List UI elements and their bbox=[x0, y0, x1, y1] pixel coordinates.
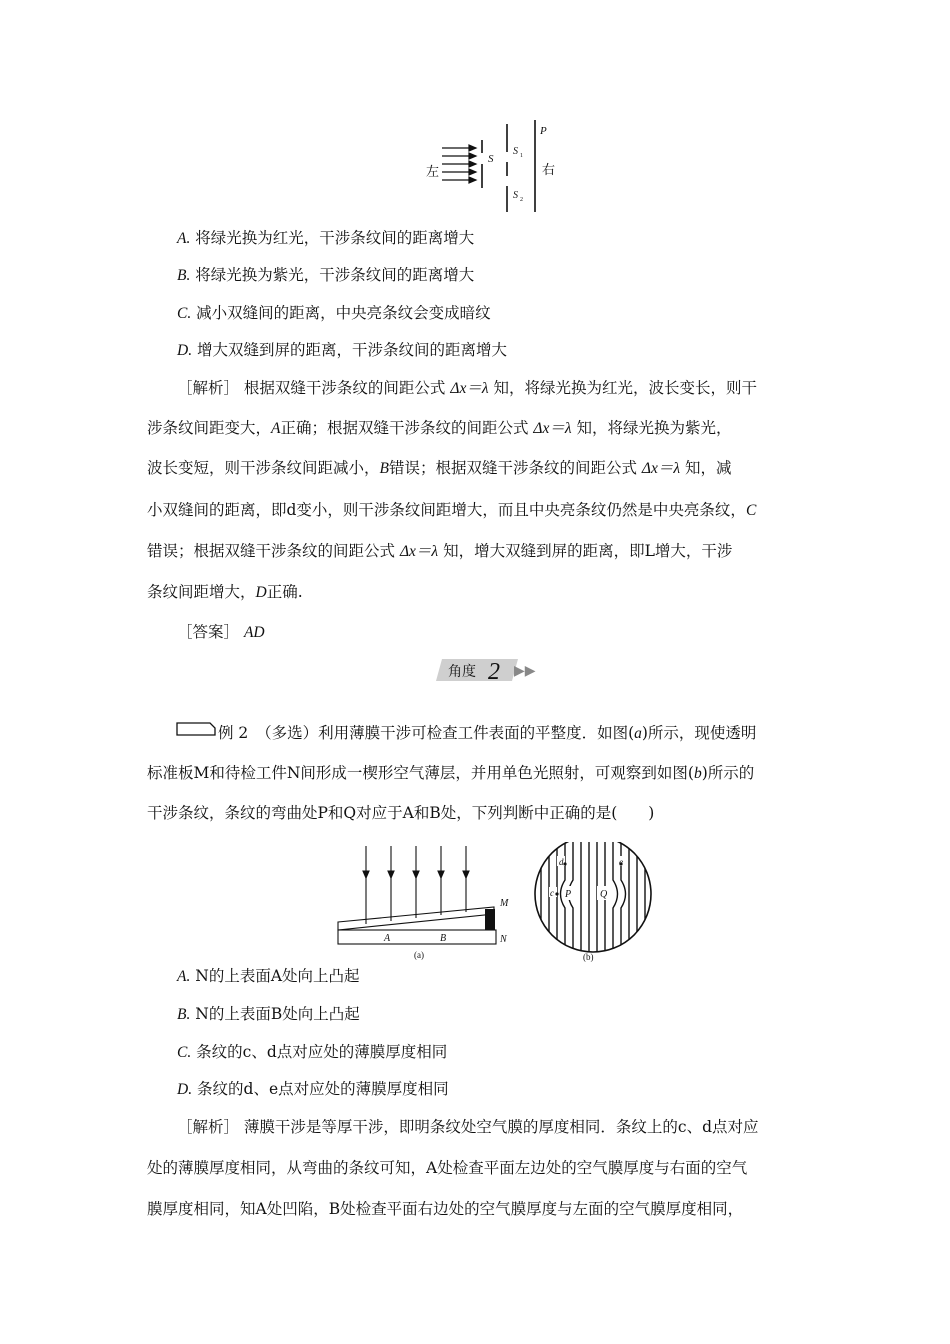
double-slit-figure bbox=[420, 118, 570, 218]
badge-arrows: ▶▶ bbox=[514, 664, 536, 679]
badge-number: 2 bbox=[488, 659, 500, 684]
q2-analysis-line1: ［解析］ 薄膜干涉是等厚干涉，即明条纹处空气膜的厚度相同．条纹上的c、d点对应 bbox=[177, 1118, 759, 1136]
fig2b-P: P bbox=[565, 889, 572, 900]
fig1-p-label: P bbox=[540, 125, 547, 137]
fringe-figure-b bbox=[525, 842, 665, 964]
q2-analysis-line3: 膜厚度相同，知A处凹陷，B处检查平面右边处的空气膜厚度与左面的空气膜厚度相同， bbox=[147, 1200, 744, 1218]
q2-option-b: B. N的上表面B处向上凸起 bbox=[177, 1005, 360, 1023]
q2-option-c: C. 条纹的c、d点对应处的薄膜厚度相同 bbox=[177, 1043, 448, 1061]
q1-analysis-line5: 错误；根据双缝干涉条纹的间距公式 Δx＝λ 知，增大双缝到屏的距离，即L增大，干涉 bbox=[147, 542, 733, 560]
fig2b-e: e bbox=[619, 857, 623, 867]
q2-stem-line1: 例 2 （多选）利用薄膜干涉可检查工件表面的平整度．如图(a)所示，现使透明 bbox=[218, 724, 757, 742]
fig1-right-label: 右 bbox=[542, 162, 556, 177]
fig1-s2-label: S bbox=[513, 190, 518, 201]
fig1-s1-sub: 1 bbox=[520, 153, 523, 159]
fig2b-caption: (b) bbox=[583, 952, 594, 962]
q1-analysis-line6: 条纹间距增大，D正确. bbox=[147, 583, 303, 601]
q1-option-d: D. 增大双缝到屏的距离，干涉条纹间的距离增大 bbox=[177, 341, 508, 359]
fig2b-Q: Q bbox=[600, 889, 608, 900]
fig1-s1-label: S bbox=[513, 146, 518, 157]
fig2a-B: B bbox=[440, 933, 447, 944]
q1-analysis-line3: 波长变短，则干涉条纹间距减小，B错误；根据双缝干涉条纹的间距公式 Δx＝λ 知，减 bbox=[147, 459, 732, 477]
fig2a-M: M bbox=[500, 898, 509, 909]
q1-analysis-line2: 涉条纹间距变大，A正确；根据双缝干涉条纹的间距公式 Δx＝λ 知，将绿光换为紫光， bbox=[147, 419, 732, 437]
q1-option-a: A. 将绿光换为红光，干涉条纹间的距离增大 bbox=[177, 229, 475, 247]
fig2a-N: N bbox=[500, 934, 507, 945]
q2-stem-line2: 标准板M和待检工件N间形成一楔形空气薄层，并用单色光照射，可观察到如图(b)所示的 bbox=[147, 764, 755, 782]
q2-stem-line3: 干涉条纹，条纹的弯曲处P和Q对应于A和B处，下列判断中正确的是( ) bbox=[147, 804, 655, 822]
fig1-left-label: 左 bbox=[426, 164, 440, 179]
example-box-icon bbox=[176, 722, 216, 736]
q1-answer: ［答案］ AD bbox=[177, 623, 265, 641]
q1-option-b: B. 将绿光换为紫光，干涉条纹间的距离增大 bbox=[177, 266, 475, 284]
wedge-figure-a bbox=[334, 842, 520, 964]
fig2a-A: A bbox=[384, 933, 391, 944]
q1-analysis-line4: 小双缝间的距离，即d变小，则干涉条纹间距增大，而且中央亮条纹仍然是中央亮条纹，C bbox=[147, 501, 757, 519]
q2-option-d: D. 条纹的d、e点对应处的薄膜厚度相同 bbox=[177, 1080, 449, 1098]
fig2b-c: c bbox=[550, 888, 554, 898]
section-badge bbox=[436, 656, 550, 684]
fig1-s-label: S bbox=[488, 153, 494, 165]
fig2a-caption: (a) bbox=[414, 950, 424, 960]
q2-option-a: A. N的上表面A处向上凸起 bbox=[177, 967, 360, 985]
q2-analysis-line2: 处的薄膜厚度相同，从弯曲的条纹可知，A处检查平面左边处的空气膜厚度与右面的空气 bbox=[147, 1159, 748, 1177]
q1-analysis-line1: ［解析］ 根据双缝干涉条纹的间距公式 Δx＝λ 知，将绿光换为红光，波长变长，则干 bbox=[177, 379, 757, 397]
fig1-s2-sub: 2 bbox=[520, 197, 523, 203]
q1-option-c: C. 减小双缝间的距离，中央亮条纹会变成暗纹 bbox=[177, 304, 491, 322]
fig2b-d: d bbox=[559, 857, 564, 867]
badge-label: 角度 bbox=[448, 664, 476, 680]
